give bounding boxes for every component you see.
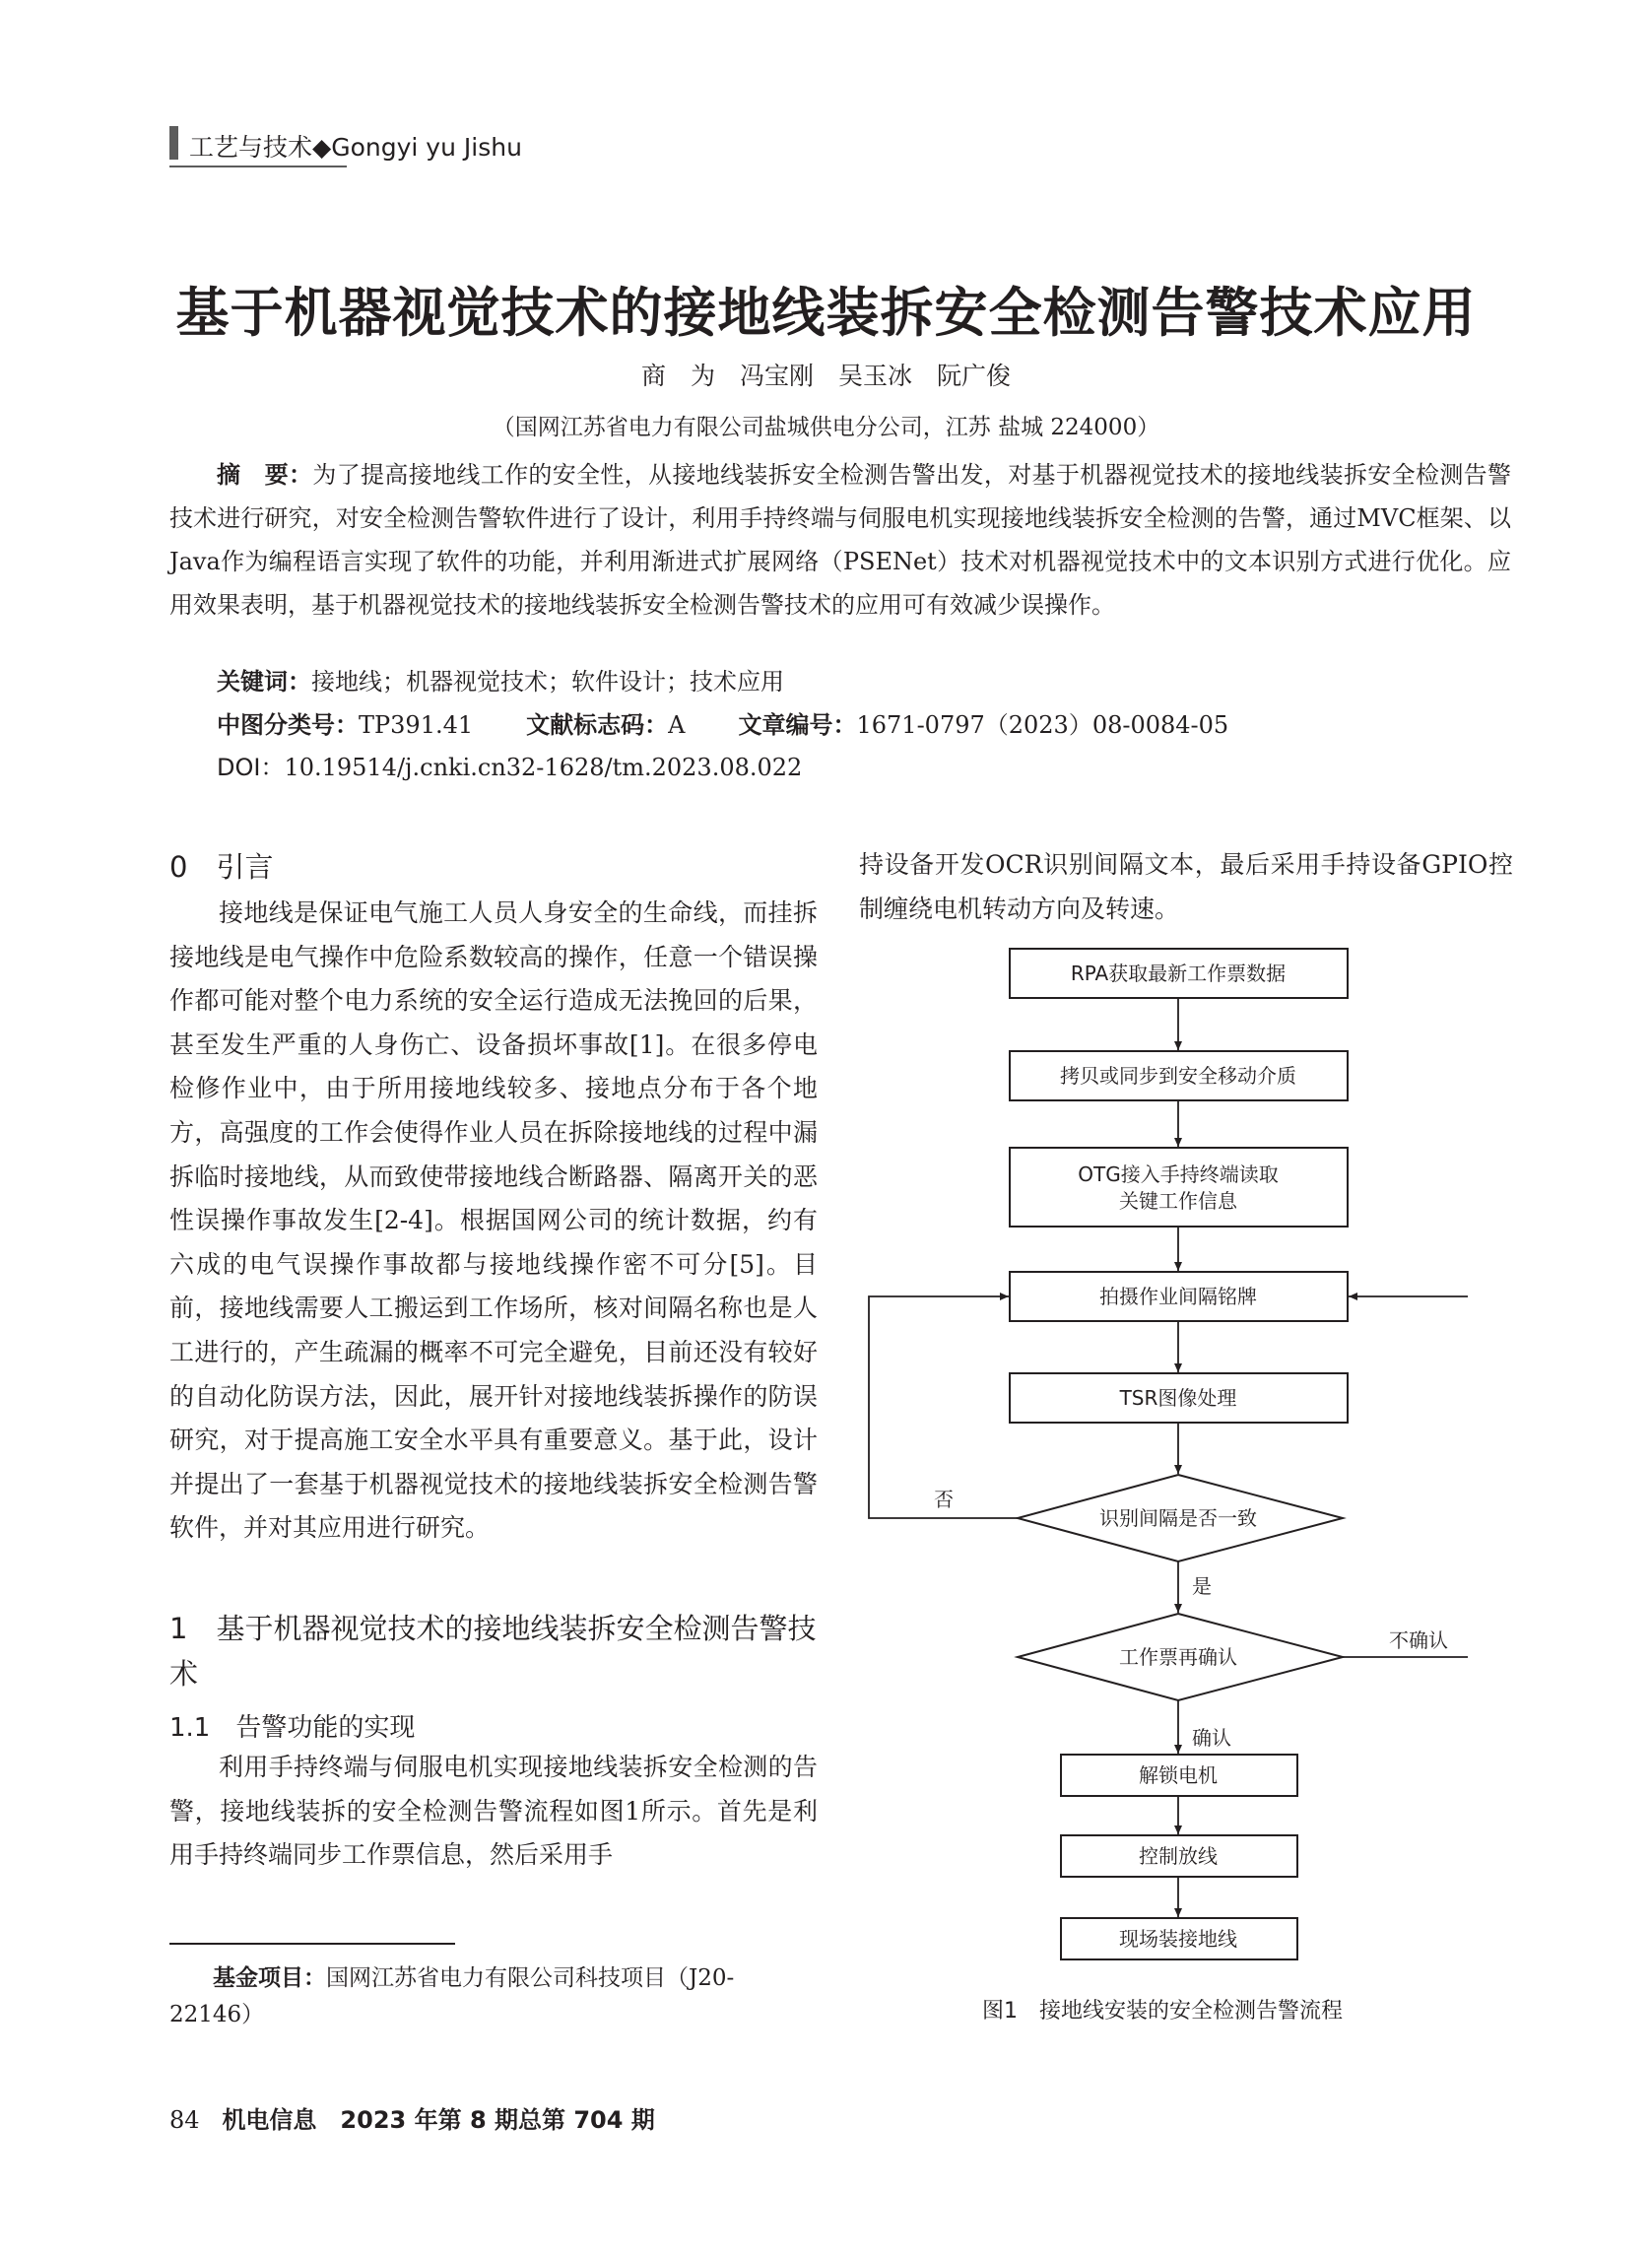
doc-code-label: 文献标志码：: [526, 711, 669, 739]
figure-caption: 图1 接地线安装的安全检测告警流程: [982, 1999, 1343, 2024]
clc-label: 中图分类号：: [217, 711, 359, 739]
flow-text-rpa: RPA获取最新工作票数据: [1070, 962, 1287, 985]
flow-text-otg-1: OTG接入手持终端读取: [1078, 1162, 1279, 1186]
flow-label-confirm: 确认: [1192, 1726, 1231, 1750]
flow-text-payout: 控制放线: [1139, 1844, 1218, 1868]
footnote: [169, 1960, 810, 2033]
footnote-text: 国网江苏省电力有限公司科技项目（J20-22146）: [169, 1965, 735, 2027]
flow-box-otg: [1010, 1148, 1348, 1227]
running-header-text: 工艺与技术◆Gongyi yu Jishu: [189, 133, 522, 162]
flow-loop-no: [869, 1296, 1018, 1518]
flow-text-install: 现场装接地线: [1119, 1927, 1237, 1951]
section-heading-1: 1 基于机器视觉技术的接地线装拆安全检测告警技术: [169, 1612, 817, 1691]
keywords-text: 接地线；机器视觉技术；软件设计；技术应用: [311, 668, 784, 696]
doi-label: DOI：: [217, 754, 285, 781]
header-rule: [169, 166, 347, 167]
flow-text-unlock: 解锁电机: [1139, 1763, 1218, 1787]
affiliation: （国网江苏省电力有限公司盐城供电分公司，江苏 盐城 224000）: [492, 415, 1160, 440]
footnote-rule: [169, 1943, 455, 1945]
keywords: [217, 662, 784, 697]
paper-title: 基于机器视觉技术的接地线装拆安全检测告警技术应用: [175, 282, 1477, 344]
section-heading-0: 0 引言: [169, 850, 274, 884]
journal-info: 机电信息 2023 年第 8 期总第 704 期: [222, 2106, 655, 2134]
intro-paragraph: 接地线是保证电气施工人员人身安全的生命线，而挂拆接地线是电气操作中危险系数较高的操作，任意一个错误操作都可能对整个电力系统的安全运行造成无法挽回的后果，甚至发生严重的人身伤亡、设备损坏事故[1]。在很多停电检修作业中，由于所用接地线较多、接地点分布于各个地方，高强度的工作会使得作业人员在拆除接地线的过程中漏拆临时接地线，从而致使带接地线合断路器、隔离开关的恶性误操作事故发生[2-4]。根据国网公司的统计数据，约有六成的电气误操作事故都与接地线操作密不可分[5]。目前，接地线需要人工搬运到工作场所，核对间隔名称也是人工进行的，产生疏漏的概率不可完全避免，目前还没有较好的自动化防误方法，因此，展开针对接地线装拆操作的防误研究，对于提高施工安全水平具有重要意义。基于此，设计并提出了一套基于机器视觉技术的接地线装拆安全检测告警软件，并对其应用进行研究。: [169, 898, 818, 1543]
flow-label-not-confirm: 不确认: [1389, 1628, 1448, 1652]
flow-text-photo: 拍摄作业间隔铭牌: [1099, 1285, 1257, 1308]
doi: [217, 748, 802, 782]
flow-text-copy: 拷贝或同步到安全移动介质: [1060, 1064, 1296, 1088]
subsection-heading-1-1: 1.1 告警功能的实现: [169, 1713, 416, 1743]
doc-code-value: A: [668, 711, 686, 739]
abstract: [169, 453, 1511, 627]
article-number-label: 文章编号：: [738, 711, 857, 739]
article-number-value: 1671-0797（2023）08-0084-05: [856, 711, 1229, 739]
abstract-label: 摘 要：: [217, 461, 313, 489]
subsection-paragraph: 利用手持终端与伺服电机实现接地线装拆安全检测的告警，接地线装拆的安全检测告警流程如图1所示。首先是利用手持终端同步工作票信息，然后采用手: [169, 1753, 818, 1870]
right-column-paragraph: 持设备开发OCR识别间隔文本，最后采用手持设备GPIO控制缠绕电机转动方向及转速。: [859, 850, 1513, 923]
flow-label-no: 否: [934, 1488, 954, 1511]
flow-text-match: 识别间隔是否一致: [1099, 1506, 1257, 1530]
page-number: 84: [169, 2106, 200, 2134]
flow-label-yes: 是: [1192, 1574, 1212, 1598]
flow-loop-not-confirm: [1343, 1296, 1468, 1657]
flow-text-otg-2: 关键工作信息: [1119, 1189, 1237, 1213]
clc-value: TP391.41: [359, 711, 474, 739]
classification-line: [217, 705, 1228, 740]
flow-text-reconfirm: 工作票再确认: [1119, 1645, 1237, 1669]
keywords-label: 关键词：: [217, 668, 311, 696]
header-bar: [169, 126, 178, 160]
authors: 商 为 冯宝刚 吴玉冰 阮广俊: [640, 362, 1011, 390]
footnote-label: 基金项目：: [213, 1965, 326, 1991]
flowchart: [857, 931, 1468, 1985]
abstract-text: 为了提高接地线工作的安全性，从接地线装拆安全检测告警出发，对基于机器视觉技术的接地线装拆安全检测告警技术进行研究，对安全检测告警软件进行了设计，利用手持终端与伺服电机实现接地线装拆安全检测的告警，通过MVC框架、以Java作为编程语言实现了软件的功能，并利用渐进式扩展网络（PSENet）技术对机器视觉技术中的文本识别方式进行优化。应用效果表明，基于机器视觉技术的接地线装拆安全检测告警技术的应用可有效减少误操作。: [169, 461, 1511, 619]
page-footer: [169, 2100, 655, 2135]
doi-text: 10.19514/j.cnki.cn32-1628/tm.2023.08.022: [284, 754, 803, 781]
flow-text-tsr: TSR图像处理: [1119, 1386, 1237, 1410]
